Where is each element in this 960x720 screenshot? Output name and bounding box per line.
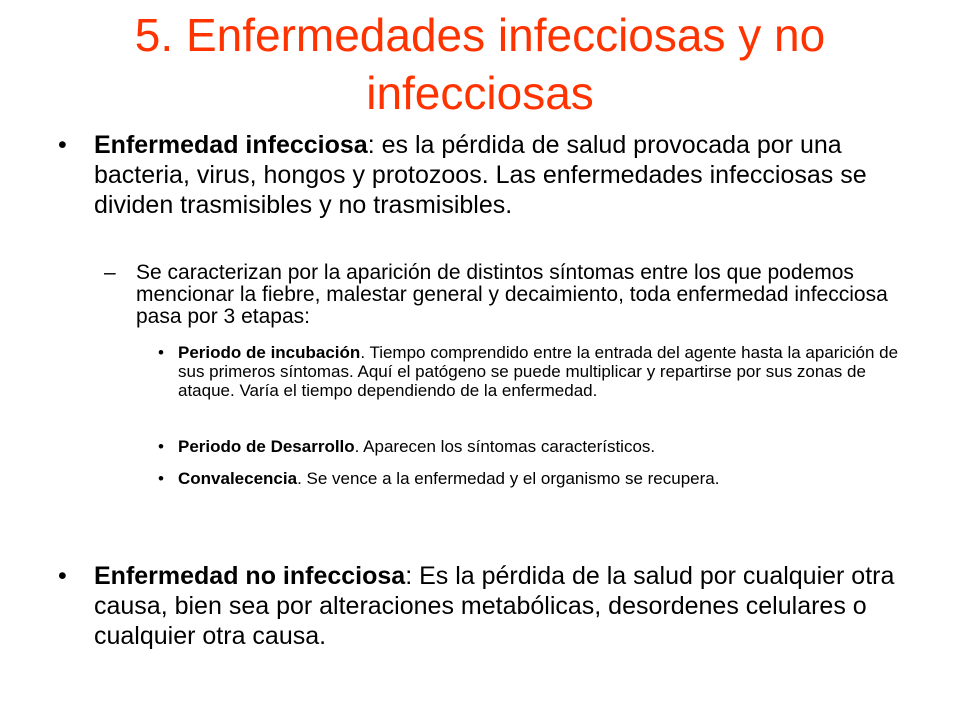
stage-text [178,437,918,456]
bullet-marker: • [58,131,67,159]
sub-bullet-symptoms [104,262,906,328]
stage-description: . Tiempo comprendido entre la entrada del agente hasta la aparición de sus primeros síntomas. Aquí el patógeno se puede multiplicar y repartirse por sus zonas de ataque. Varía el tiempo dependiendo de la enfermedad. [178,343,899,400]
stage-term: Periodo de Desarrollo [178,437,355,456]
bullet-marker: • [58,562,67,590]
bullet-text [94,130,906,220]
term-infectious-disease: Enfermedad infecciosa [94,131,368,159]
stage-term: Periodo de incubación [178,343,361,362]
definition-infectious-disease: : es la pérdida de salud provocada por una bacteria, virus, hongos y protozoos. Las enfermedades infecciosas se dividen trasmisibles y no trasmisibles. [94,131,867,219]
symptoms-text: Se caracterizan por la aparición de distintos síntomas entre los que podemos mencionar la fiebre, malestar general y decaimiento, toda enfermedad infecciosa pasa por 3 etapas: [136,261,888,328]
stage-term: Convalecencia [178,469,298,488]
term-noninfectious-disease: Enfermedad no infecciosa [94,562,406,590]
bullet-marker: • [158,437,164,456]
bullet-marker: • [158,343,164,362]
bullet-noninfectious-disease [58,561,906,651]
bullet-marker: • [158,469,164,488]
stage-text [178,469,918,488]
bullet-infectious-disease [58,130,906,220]
stage-description: . Aparecen los síntomas característicos. [354,437,656,456]
stage-convalescence [158,469,918,488]
stage-description: . Se vence a la enfermedad y el organismo se recupera. [297,469,720,488]
dash-marker: – [104,261,116,284]
slide-title: 5. Enfermedades infecciosas y no infecciosas [134,9,826,119]
stage-development [158,437,918,456]
stage-incubation [158,343,918,400]
stage-text [178,343,918,400]
definition-noninfectious-disease: : Es la pérdida de la salud por cualquier otra causa, bien sea por alteraciones metabólicas, desordenes celulares o cualquier otra causa. [94,562,895,650]
bullet-text [94,561,906,651]
